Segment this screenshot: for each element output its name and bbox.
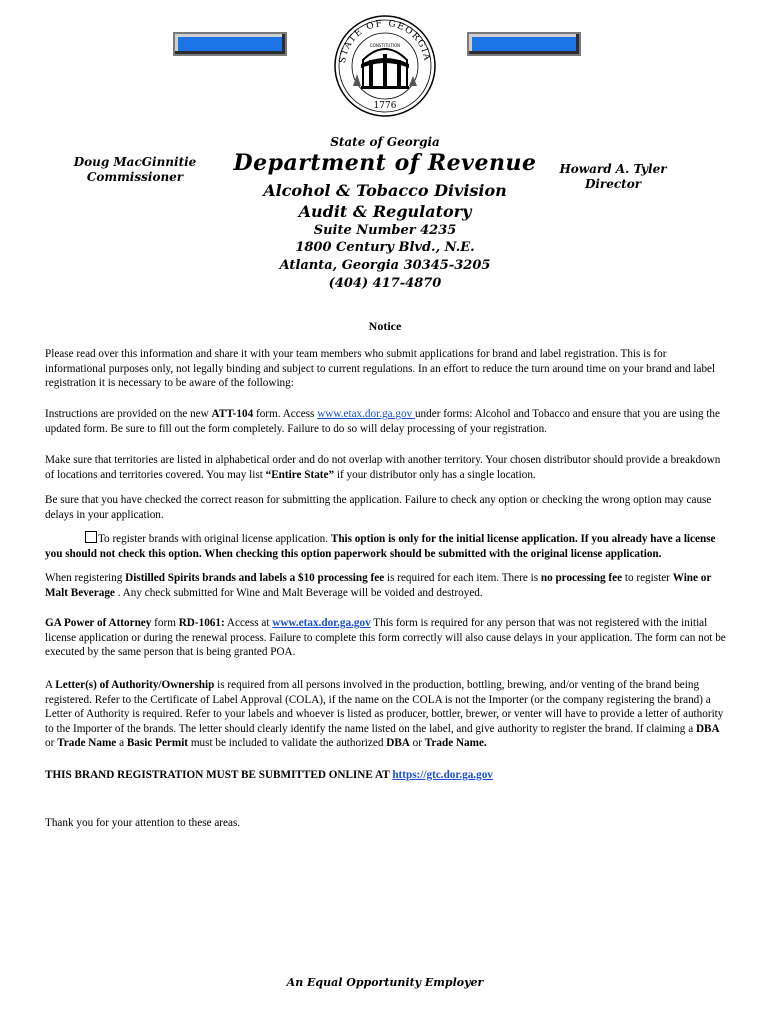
street-line: 1800 Century Blvd., N.E. [295, 240, 475, 255]
spirits-fee-text: Distilled Spirits brands and labels a $10 processing fee [125, 572, 385, 584]
intro-paragraph: Please read over this information and share it with your team members who submit applications for brand and label registration. This is for informational purposes only, not legally binding and subject to current regulations. In an effort to reduce the turn around time on your brand and label registration it is necessary to be aware of the following: [45, 348, 716, 389]
director-title: Director [584, 177, 642, 191]
online-submission-paragraph [45, 768, 730, 783]
georgia-state-seal [333, 14, 437, 118]
footer-text: An Equal Opportunity Employer [286, 976, 484, 989]
division-name: Alcohol & Tobacco Division [263, 181, 507, 200]
notice-heading: Notice [368, 319, 402, 333]
department-title: Department of Revenue [233, 150, 537, 176]
p7-text: A [45, 679, 56, 691]
letter-authority-title: Letter(s) of Authority/Ownership [55, 679, 215, 691]
p7-text: or [45, 737, 58, 749]
thank-you-paragraph: Thank you for your attention to these areas. [45, 817, 241, 829]
att104-form: ATT-104 [211, 408, 254, 420]
dba-text: DBA [386, 737, 410, 749]
director-name: Howard A. Tyler [559, 162, 667, 176]
poa-title: GA Power of Attorney [45, 617, 152, 629]
rd1061-form: RD-1061: [178, 617, 225, 629]
instructions-paragraph [45, 407, 730, 436]
p7-text: a [116, 737, 127, 749]
right-blue-button[interactable] [467, 32, 581, 56]
p4-text: To register brands with original license application. [98, 533, 331, 545]
p5-text: . Any check submitted for Wine and Malt Beverage will be voided and destroyed. [114, 586, 483, 599]
wine-malt-text: Wine or Malt Beverage [45, 572, 712, 599]
trade-name-text: Trade Name [57, 737, 117, 749]
etax-link[interactable]: www.etax.dor.ga.gov [317, 408, 415, 420]
p7-text: or [409, 737, 425, 749]
left-blue-button[interactable] [173, 32, 287, 56]
original-license-paragraph [45, 531, 730, 561]
state-name: State of Georgia [330, 135, 440, 149]
seal-ring-text: STATE OF GEORGIA [337, 18, 432, 64]
etax-poa-link[interactable]: www.etax.dor.ga.gov [272, 617, 371, 629]
unit-name: Audit & Regulatory [298, 202, 472, 221]
online-submission-text: THIS BRAND REGISTRATION MUST BE SUBMITTED ONLINE AT [45, 769, 393, 781]
p5-text: When registering [45, 572, 126, 584]
p2-text: if your distributor only has a single location. [334, 468, 536, 481]
p6-text: This form is required for any person that was not registered with the initial license application or during the renewal process. Failure to complete this form correctly will also cause delays in your application. The form can not be executed by the same person that is being granted POA. [45, 617, 726, 658]
power-of-attorney-paragraph [45, 616, 730, 660]
p6-text: Access at [224, 617, 273, 629]
p1-text: under forms: Alcohol and Tobacco and ensure that you are using the updated form. Be sure to fill out the form completely. Failure to do so will delay processing of your registration. [45, 408, 720, 435]
p4-bold-text: This option is only for the initial license application. If you already have a license you should not check this option. When checking this option paperwork should be submitted with the original license application. [45, 533, 716, 560]
gtc-link[interactable]: https://gtc.dor.ga.gov [392, 769, 493, 781]
territories-paragraph [45, 453, 730, 482]
p6-text: form [151, 617, 179, 629]
p7-text: is required from all persons involved in the production, bottling, brewing, and/or venting of the brand being registered. Refer to the Certificate of Label Approval (COLA), if the name on the COLA is not the Importer (or the company registering the brand) a Letter of Authority is required. Refer to your labels and whoever is listed as producer, bottler, brewer, or venter will have to provide a letter of authority to the Importer of the brands. The letter should clearly identify the name listed on the label, and give authority to register the brand. If claiming a [45, 679, 724, 735]
suite-line: Suite Number 4235 [313, 223, 457, 238]
p2-text: Make sure that territories are listed in alphabetical order and do not overlap with another territory. Your chosen distributor should provide a breakdown of locations and territories covered. You may list [45, 454, 721, 481]
entire-state-text: “Entire State” [265, 468, 335, 481]
p5-text: is required for each item. There is [384, 572, 541, 584]
phone-line: (404) 417-4870 [328, 276, 442, 291]
original-license-checkbox[interactable] [85, 531, 97, 543]
reason-paragraph: Be sure that you have checked the correct reason for submitting the application. Failure to check any option or checking the wrong option may cause delays in your application. [45, 494, 712, 521]
seal-banner: CONSTITUTION [369, 43, 401, 48]
city-line: Atlanta, Georgia 30345-3205 [279, 258, 491, 273]
processing-fee-paragraph [45, 571, 730, 600]
dba-text: DBA [695, 722, 720, 735]
trade-name-text: Trade Name. [424, 737, 487, 749]
commissioner-title: Commissioner [86, 170, 184, 184]
seal-year: 1776 [373, 101, 397, 111]
basic-permit-text: Basic Permit [126, 737, 189, 749]
p5-text: to register [622, 572, 673, 584]
p1-text: form. Access [253, 408, 318, 420]
p1-text: Instructions are provided on the new [45, 408, 212, 420]
letter-of-authority-paragraph [45, 678, 730, 751]
no-fee-text: no processing fee [540, 572, 623, 584]
p7-text: must be included to validate the authorized [188, 737, 387, 749]
commissioner-name: Doug MacGinnitie [73, 155, 197, 169]
